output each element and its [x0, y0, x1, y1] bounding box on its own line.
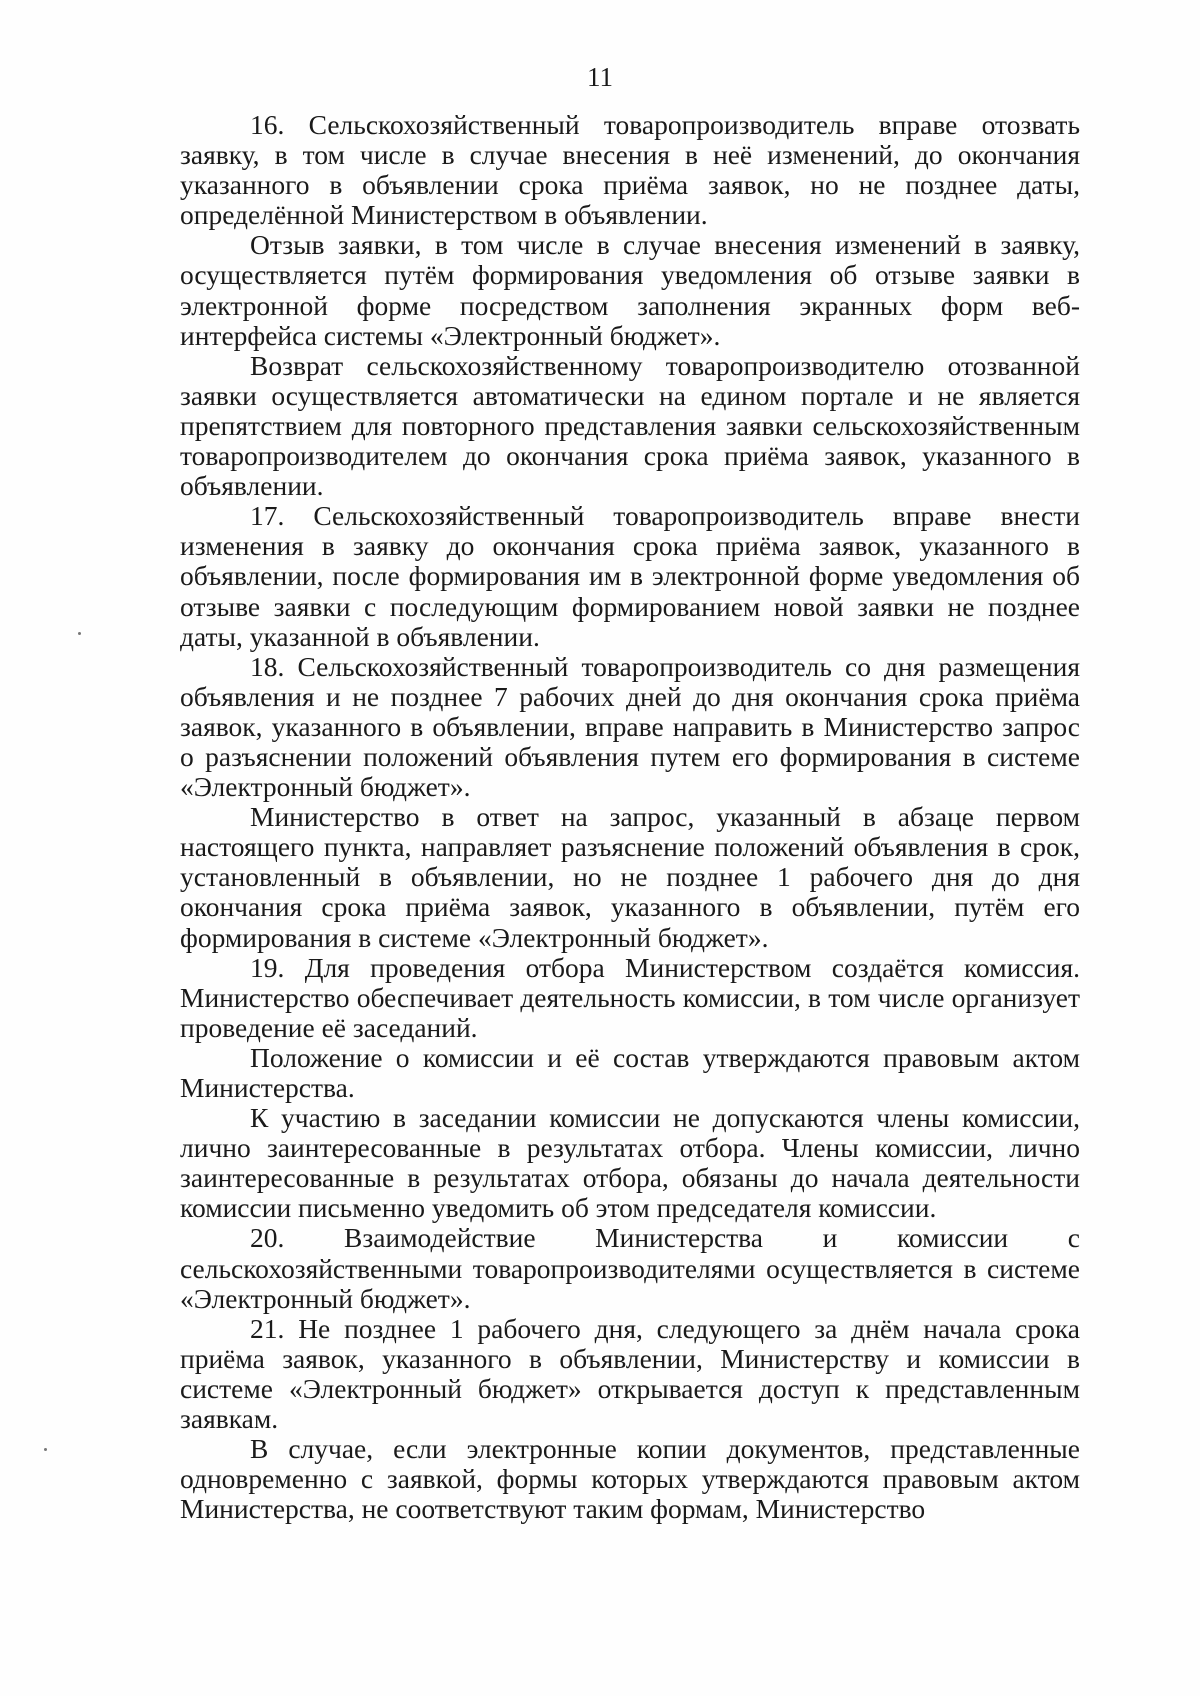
paragraph-16-return: Возврат сельскохозяйственному товаропроизводителю отозванной заявки осуществляется автоматически на едином портале и не является препятствием для повторного представления заявки сельскохозяйственным товаропроизводителем до окончания срока приёма заявок, указанного в объявлении.	[180, 349, 1080, 502]
paragraph-18: 18. Сельскохозяйственный товаропроизводитель со дня размещения объявления и не позднее 7 рабочих дней до дня окончания срока приёма заявок, указанного в объявлении, вправе направить в Министерство запрос о разъяснении положений объявления путем его формирования в системе «Электронный бюджет».	[180, 650, 1080, 803]
paragraph-19: 19. Для проведения отбора Министерством создаётся комиссия. Министерство обеспечивает деятельность комиссии, в том числе организует проведение её заседаний.	[180, 951, 1080, 1043]
scan-speck	[78, 632, 81, 635]
paragraph-16-withdrawal: Отзыв заявки, в том числе в случае внесения изменений в заявку, осуществляется путём формирования уведомления об отзыве заявки в электронной форме посредством заполнения экранных форм веб-интерфейса системы «Электронный бюджет».	[180, 229, 1080, 351]
paragraph-21: 21. Не позднее 1 рабочего дня, следующего за днём начала срока приёма заявок, указанного в объявлении, Министерству и комиссии в системе «Электронный бюджет» открывается доступ к представленным заявкам.	[180, 1312, 1080, 1435]
paragraph-16: 16. Сельскохозяйственный товаропроизводитель вправе отозвать заявку, в том числе в случае внесения в неё изменений, до окончания указанного в объявлении срока приёма заявок, но не позднее даты, определённой Министерством в объявлении.	[180, 109, 1080, 231]
paragraph-19-conflict: К участию в заседании комиссии не допускаются члены комиссии, лично заинтересованные в результатах отбора. Члены комиссии, лично заинтересованные в результатах отбора, обязаны до начала деятельности комиссии письменно уведомить об этом председателя комиссии.	[180, 1102, 1080, 1224]
document-body	[180, 110, 1080, 1524]
scan-speck	[44, 1448, 47, 1451]
page-number: 11	[587, 62, 613, 92]
paragraph-21-copies: В случае, если электронные копии документов, представленные одновременно с заявкой, формы которых утверждаются правовым актом Министерства, не соответствуют таким формам, Министерство	[180, 1433, 1080, 1525]
paragraph-18-response: Министерство в ответ на запрос, указанный в абзаце первом настоящего пункта, направляет разъяснение положений объявления в срок, установленный в объявлении, но не позднее 1 рабочего дня до дня окончания срока приёма заявок, указанного в объявлении, путём его формирования в системе «Электронный бюджет».	[180, 801, 1080, 953]
paragraph-19-regulation: Положение о комиссии и её состав утверждаются правовым актом Министерства.	[180, 1041, 1080, 1103]
paragraph-17: 17. Сельскохозяйственный товаропроизводитель вправе внести изменения в заявку до окончания срока приёма заявок, указанного в объявлении, после формирования им в электронной форме уведомления об отзыве заявки с последующим формированием новой заявки не позднее даты, указанной в объявлении.	[180, 500, 1080, 652]
paragraph-20: 20. Взаимодействие Министерства и комиссии с сельскохозяйственными товаропроизводителями осуществляется в системе «Электронный бюджет».	[180, 1222, 1080, 1314]
